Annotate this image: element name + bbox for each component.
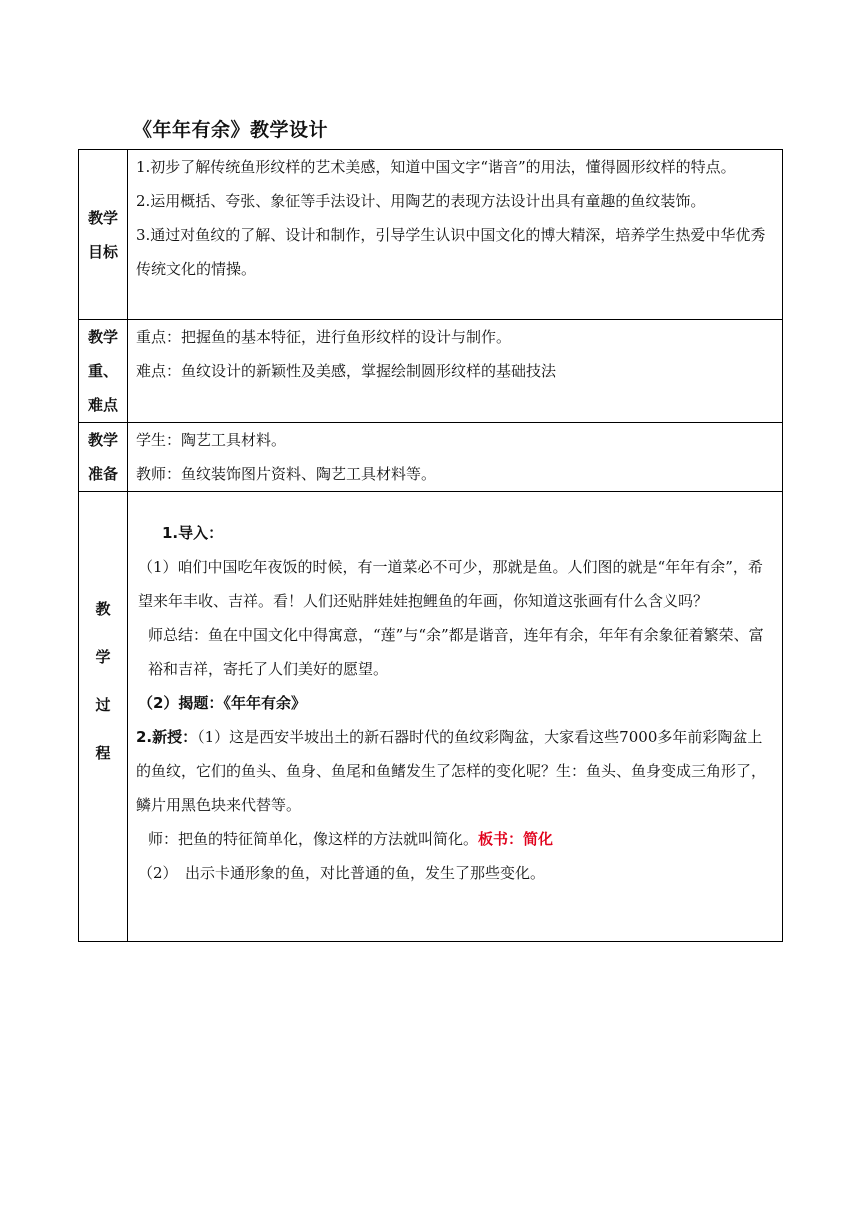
key-points-row (79, 320, 783, 423)
process-label-line-1: 教 (95, 600, 111, 618)
process-row (79, 492, 783, 942)
preparation-label (79, 423, 128, 492)
process-content (128, 492, 783, 942)
new-lesson-heading: 2.新授： (136, 728, 198, 746)
preparation-content (128, 423, 783, 492)
teacher-simplify-paragraph (136, 822, 776, 856)
key-points-label (79, 320, 128, 423)
process-label-line-2: 学 (95, 648, 111, 666)
objectives-label-line-2: 目标 (87, 242, 118, 261)
process-label-line-4: 程 (95, 744, 111, 762)
key-points-content (128, 320, 783, 423)
key-points-label-line-2: 重、 (87, 362, 118, 380)
preparation-teacher: 教师：鱼纹装饰图片资料、陶艺工具材料等。 (136, 465, 437, 483)
process-label (79, 492, 128, 942)
new-lesson-text: （1）这是西安半坡出土的新石器时代的鱼纹彩陶盆，大家看这些7000多年前彩陶盆上的鱼纹，它们的鱼头、鱼身、鱼尾和鱼鳍发生了怎样的变化呢？生：鱼头、鱼身变成三角形了，鳞片用黑色块来代替等。 (136, 728, 767, 814)
objective-item-2: 2.运用概括、夸张、象征等手法设计、用陶艺的表现方法设计出具有童趣的鱼纹装饰。 (136, 192, 706, 210)
lesson-plan-table (78, 149, 783, 942)
key-point-item: 重点：把握鱼的基本特征，进行鱼形纹样的设计与制作。 (136, 328, 512, 346)
new-lesson-paragraph (136, 720, 776, 822)
objective-item-3: 3.通过对鱼纹的了解、设计和制作，引导学生认识中国文化的博大精深，培养学生热爱中华优秀传统文化的情操。 (136, 226, 766, 278)
objectives-content (128, 150, 783, 320)
difficulty-item: 难点：鱼纹设计的新颖性及美感，掌握绘制圆形纹样的基础技法 (136, 362, 557, 380)
process-label-line-3: 过 (95, 696, 111, 714)
topic-heading: （2）揭题：《年年有余》 (138, 694, 306, 712)
summary-text: 师总结：鱼在中国文化中得寓意，“莲”与“余”都是谐音，连年有余，年年有余象征着繁荣、富裕和吉祥，寄托了人们美好的愿望。 (148, 626, 764, 678)
board-note: 板书：简化 (478, 830, 554, 848)
intro-text: （1）咱们中国吃年夜饭的时候，有一道菜必不可少，那就是鱼。人们图的就是“年年有余”，希望来年丰收、吉祥。看！人们还贴胖娃娃抱鲤鱼的年画，你知道这张画有什么含义吗？ (138, 558, 763, 610)
key-points-label-line-1: 教学 (87, 328, 118, 346)
preparation-label-line-1: 教学 (87, 431, 118, 449)
preparation-students: 学生：陶艺工具材料。 (136, 431, 287, 449)
key-points-label-line-3: 难点 (87, 396, 118, 414)
page-title: 《年年有余》教学设计 (133, 119, 329, 141)
objectives-row (79, 150, 783, 320)
teacher-simplify-text: 师：把鱼的特征简单化，像这样的方法就叫简化。 (148, 830, 479, 848)
preparation-label-line-2: 准备 (87, 465, 118, 483)
intro-heading: 1.导入： (162, 524, 224, 542)
cartoon-fish-text: （2） 出示卡通形象的鱼，对比普通的鱼，发生了那些变化。 (138, 864, 546, 882)
objective-item-1: 1.初步了解传统鱼形纹样的艺术美感，知道中国文字“谐音”的用法，懂得圆形纹样的特点。 (136, 158, 736, 176)
objectives-label (79, 150, 128, 320)
preparation-row (79, 423, 783, 492)
objectives-label-line-1: 教学 (87, 208, 118, 227)
